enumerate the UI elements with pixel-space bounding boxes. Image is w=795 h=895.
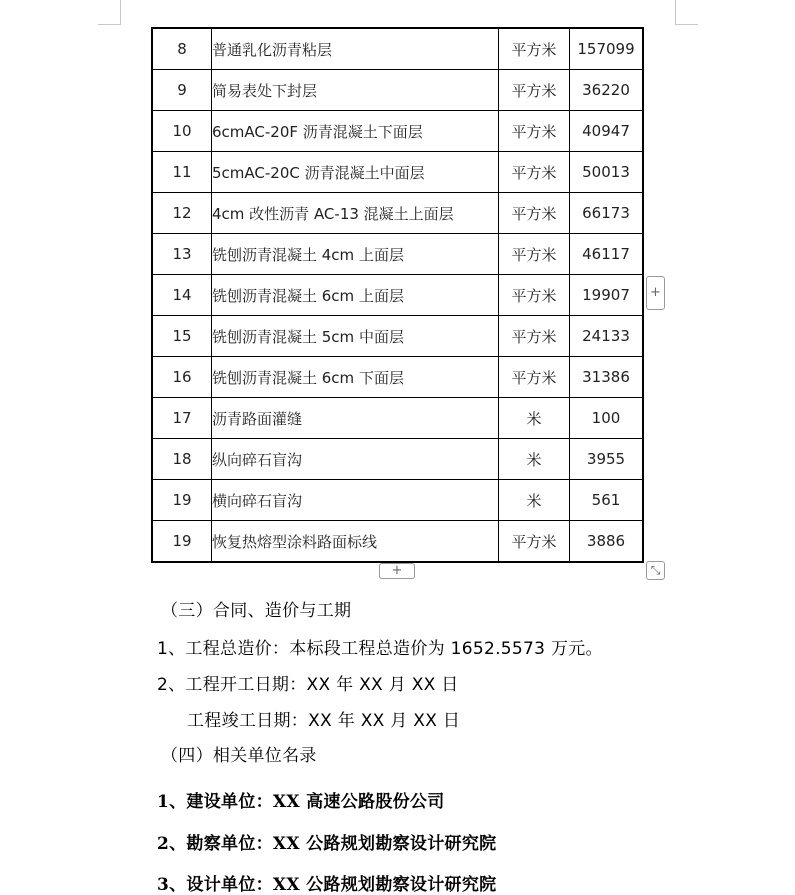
row-number-cell[interactable]: 19 bbox=[152, 480, 212, 521]
table-row bbox=[152, 439, 643, 480]
unit-cell[interactable]: 平方米 bbox=[499, 357, 570, 398]
quantity-cell[interactable]: 40947 bbox=[570, 111, 644, 152]
unit-cell[interactable]: 米 bbox=[499, 480, 570, 521]
table-resize-handle[interactable]: ⤡ bbox=[646, 561, 665, 580]
item-name-cell[interactable]: 普通乳化沥青粘层 bbox=[212, 28, 499, 70]
row-number-cell[interactable]: 15 bbox=[152, 316, 212, 357]
unit-cell[interactable]: 平方米 bbox=[499, 316, 570, 357]
row-number-cell[interactable]: 17 bbox=[152, 398, 212, 439]
table-row bbox=[152, 316, 643, 357]
section-4-item-2: 2、勘察单位：XX 公路规划勘察设计研究院 bbox=[157, 834, 497, 854]
add-row-button[interactable]: + bbox=[379, 563, 415, 579]
table-row bbox=[152, 480, 643, 521]
add-column-button[interactable]: + bbox=[646, 276, 665, 310]
item-name-cell[interactable]: 4cm 改性沥青 AC-13 混凝土上面层 bbox=[212, 193, 499, 234]
quantity-cell[interactable]: 561 bbox=[570, 480, 644, 521]
quantity-cell[interactable]: 36220 bbox=[570, 70, 644, 111]
section-4-item-1: 1、建设单位：XX 高速公路股份公司 bbox=[157, 792, 445, 812]
row-number-cell[interactable]: 9 bbox=[152, 70, 212, 111]
table-row bbox=[152, 357, 643, 398]
item-name-cell[interactable]: 铣刨沥青混凝土 6cm 上面层 bbox=[212, 275, 499, 316]
section-3-heading: （三）合同、造价与工期 bbox=[161, 601, 352, 621]
item-name-cell[interactable]: 横向碎石盲沟 bbox=[212, 480, 499, 521]
unit-cell[interactable]: 平方米 bbox=[499, 28, 570, 70]
quantity-cell[interactable]: 3955 bbox=[570, 439, 644, 480]
table-row bbox=[152, 398, 643, 439]
quantity-cell[interactable]: 19907 bbox=[570, 275, 644, 316]
quantity-cell[interactable]: 100 bbox=[570, 398, 644, 439]
table-row bbox=[152, 521, 643, 563]
quantity-cell[interactable]: 24133 bbox=[570, 316, 644, 357]
item-name-cell[interactable]: 5cmAC-20C 沥青混凝土中面层 bbox=[212, 152, 499, 193]
row-number-cell[interactable]: 18 bbox=[152, 439, 212, 480]
row-number-cell[interactable]: 16 bbox=[152, 357, 212, 398]
row-number-cell[interactable]: 8 bbox=[152, 28, 212, 70]
quantity-cell[interactable]: 3886 bbox=[570, 521, 644, 563]
item-name-cell[interactable]: 铣刨沥青混凝土 5cm 中面层 bbox=[212, 316, 499, 357]
unit-cell[interactable]: 平方米 bbox=[499, 111, 570, 152]
unit-cell[interactable]: 平方米 bbox=[499, 275, 570, 316]
section-4-item-3: 3、设计单位：XX 公路规划勘察设计研究院 bbox=[157, 875, 497, 895]
row-number-cell[interactable]: 10 bbox=[152, 111, 212, 152]
row-number-cell[interactable]: 13 bbox=[152, 234, 212, 275]
unit-cell[interactable]: 平方米 bbox=[499, 234, 570, 275]
item-name-cell[interactable]: 铣刨沥青混凝土 6cm 下面层 bbox=[212, 357, 499, 398]
section-3-item-2b: 工程竣工日期：XX 年 XX 月 XX 日 bbox=[187, 711, 461, 731]
table-row bbox=[152, 152, 643, 193]
page-corner-mark-right bbox=[675, 0, 698, 25]
unit-cell[interactable]: 平方米 bbox=[499, 152, 570, 193]
table-row bbox=[152, 111, 643, 152]
unit-cell[interactable]: 平方米 bbox=[499, 70, 570, 111]
unit-cell[interactable]: 米 bbox=[499, 398, 570, 439]
table-row bbox=[152, 234, 643, 275]
table-row bbox=[152, 193, 643, 234]
unit-cell[interactable]: 平方米 bbox=[499, 193, 570, 234]
row-number-cell[interactable]: 12 bbox=[152, 193, 212, 234]
quantity-cell[interactable]: 46117 bbox=[570, 234, 644, 275]
item-name-cell[interactable]: 6cmAC-20F 沥青混凝土下面层 bbox=[212, 111, 499, 152]
quantity-cell[interactable]: 50013 bbox=[570, 152, 644, 193]
item-name-cell[interactable]: 简易表处下封层 bbox=[212, 70, 499, 111]
table-row bbox=[152, 70, 643, 111]
item-name-cell[interactable]: 纵向碎石盲沟 bbox=[212, 439, 499, 480]
table-row bbox=[152, 28, 643, 70]
table-row bbox=[152, 275, 643, 316]
section-4-heading: （四）相关单位名录 bbox=[161, 746, 317, 766]
item-name-cell[interactable]: 沥青路面灌缝 bbox=[212, 398, 499, 439]
row-number-cell[interactable]: 11 bbox=[152, 152, 212, 193]
section-3-item-1: 1、工程总造价：本标段工程总造价为 1652.5573 万元。 bbox=[157, 639, 603, 659]
row-number-cell[interactable]: 14 bbox=[152, 275, 212, 316]
unit-cell[interactable]: 米 bbox=[499, 439, 570, 480]
quantities-table bbox=[151, 27, 644, 563]
quantity-cell[interactable]: 157099 bbox=[570, 28, 644, 70]
section-3-item-2: 2、工程开工日期：XX 年 XX 月 XX 日 bbox=[157, 675, 459, 695]
row-number-cell[interactable]: 19 bbox=[152, 521, 212, 563]
quantity-cell[interactable]: 31386 bbox=[570, 357, 644, 398]
unit-cell[interactable]: 平方米 bbox=[499, 521, 570, 563]
item-name-cell[interactable]: 铣刨沥青混凝土 4cm 上面层 bbox=[212, 234, 499, 275]
page-corner-mark-left bbox=[98, 0, 121, 25]
item-name-cell[interactable]: 恢复热熔型涂料路面标线 bbox=[212, 521, 499, 563]
quantity-cell[interactable]: 66173 bbox=[570, 193, 644, 234]
